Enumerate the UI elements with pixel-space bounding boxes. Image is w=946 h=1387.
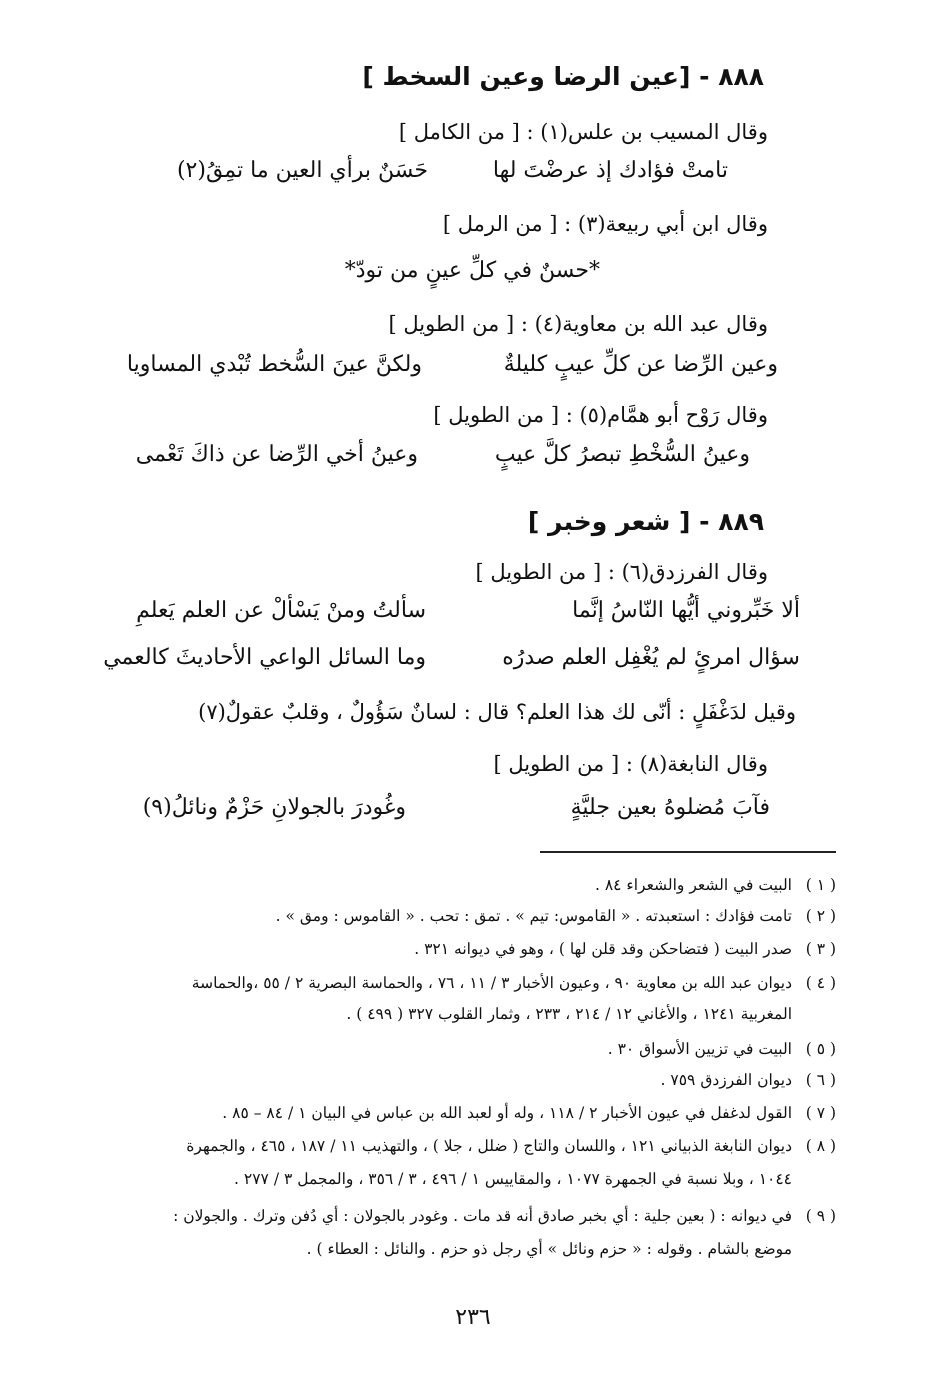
verse-second-hemistich: حَسَنٌ برأي العين ما تمِقُ(٢): [176, 158, 428, 183]
footnote-number: ( ٥ ): [805, 1040, 836, 1058]
poem-intro: وقال رَوْح أبو همَّام(٥) : [ من الطويل ]: [433, 403, 768, 427]
footnote: [56, 1137, 836, 1197]
footnote-text-continued: ١٠٤٤ ، وبلا نسبة في الجمهرة ١٠٧٧ ، والمقاييس ١ / ٤٩٦ ، ٣ / ٣٥٦ ، والمجمل ٣ / ٢٧٧ .: [234, 1170, 792, 1188]
verse-second-hemistich: ولكنَّ عينَ السُّخط تُبْدي المساويا: [126, 352, 422, 377]
footnote: [56, 974, 836, 1034]
verse-second-hemistich: سألتُ ومنْ يَسْألْ عن العلم يَعلمِ: [136, 598, 426, 623]
section-heading: ٨٨٨ - [عين الرضا وعين السخط ]: [362, 62, 764, 91]
footnote-number: ( ٢ ): [805, 907, 836, 925]
footnote-text-continued: المغربية ١٢٤١ ، والأغاني ١٢ / ٢١٤ ، ٢٣٣ ، وثمار القلوب ٣٢٧ ( ٤٩٩ ) .: [346, 1005, 792, 1023]
verse-first-hemistich: ألا خَبِّروني أيُّها النّاسُ إنَّما: [572, 598, 800, 623]
verse-second-hemistich: وعينُ أخي الرِّضا عن ذاكَ تَعْمى: [135, 442, 418, 467]
footnote-number: ( ٨ ): [805, 1137, 836, 1155]
verse-first-hemistich: تامتْ فؤادك إذ عرضْتَ لها: [492, 158, 728, 183]
footnote-separator: [540, 851, 836, 853]
footnote-text: ديوان الفرزدق ٧٥٩ .: [660, 1071, 792, 1089]
footnote-number: ( ٩ ): [805, 1207, 836, 1225]
footnote: [56, 940, 836, 962]
footnote-text: صدر البيت ( فتضاحكن وقد قلن لها ) ، وهو في ديوانه ٣٢١ .: [414, 940, 792, 958]
footnote-text-continued: موضع بالشام . وقوله : « حزم ونائل » أي رجل ذو حزم . والنائل : العطاء ) .: [306, 1240, 792, 1258]
footnote: [56, 1071, 836, 1093]
verse-first-hemistich: وعين الرِّضا عن كلِّ عيبٍ كليلةٌ: [503, 352, 778, 377]
page-number: ٢٣٦: [455, 1305, 491, 1330]
footnote-number: ( ٧ ): [805, 1104, 836, 1122]
footnote: [56, 876, 836, 898]
footnote-text: في ديوانه : ( بعين جلية : أي بخبر صادق أنه قد مات . وغودر بالجولان : أي دُفن وترك . والجولان :: [173, 1207, 792, 1225]
footnote-text: القول لدغفل في عيون الأخبار ٢ / ١١٨ ، وله أو لعبد الله بن عباس في البيان ١ / ٨٤ – ٨٥ .: [222, 1104, 792, 1122]
verse-first-hemistich: فآبَ مُضلوهُ بعين جليَّةٍ: [570, 795, 770, 820]
footnote-text: البيت في الشعر والشعراء ٨٤ .: [594, 876, 792, 894]
footnote-text: البيت في تزيين الأسواق ٣٠ .: [607, 1040, 792, 1058]
footnote-number: ( ٦ ): [805, 1071, 836, 1089]
footnote-number: ( ١ ): [805, 876, 836, 894]
prose-paragraph: وقيل لدَغْفَلٍ : أنّى لك هذا العلم؟ قال : لسانٌ سَؤُولٌ ، وقلبٌ عقولٌ(٧): [198, 700, 796, 724]
footnote-text: ديوان عبد الله بن معاوية ٩٠ ، وعيون الأخبار ٣ / ١١ ، ٧٦ ، والحماسة البصرية ٢ / ٥٥ ،والحماسة: [191, 974, 792, 992]
verse-first-hemistich: وعينُ السُّخْطِ تبصرُ كلَّ عيبٍ: [494, 442, 750, 467]
poem-intro: وقال النابغة(٨) : [ من الطويل ]: [493, 752, 768, 776]
poem-intro: وقال الفرزدق(٦) : [ من الطويل ]: [475, 560, 768, 584]
footnote-number: ( ٣ ): [805, 940, 836, 958]
footnote: [56, 1040, 836, 1062]
verse-single-hemistich: *حسنٌ في كلِّ عينٍ من تودّ*: [344, 258, 600, 283]
section-heading: ٨٨٩ - [ شعر وخبر ]: [527, 507, 764, 536]
footnote: [56, 907, 836, 929]
verse-first-hemistich: سؤال امرئٍ لم يُغْفِل العلم صدرُه: [502, 645, 800, 670]
verse-second-hemistich: وغُودرَ بالجولانِ حَزْمٌ ونائلُ(٩): [142, 795, 406, 820]
footnote: [56, 1104, 836, 1126]
poem-intro: وقال ابن أبي ربيعة(٣) : [ من الرمل ]: [442, 212, 768, 236]
poem-intro: وقال عبد الله بن معاوية(٤) : [ من الطويل ]: [388, 312, 768, 336]
footnote-text: ديوان النابغة الذبياني ١٢١ ، واللسان والتاج ( ضلل ، جلا ) ، والتهذيب ١١ / ١٨٧ ، ٤٦٥ ، والجمهرة: [186, 1137, 792, 1155]
footnote-text: تامت فؤادك : استعبدته . « القاموس: تيم » . تمق : تحب . « القاموس : ومق » .: [275, 907, 792, 925]
footnote: [56, 1207, 836, 1267]
verse-second-hemistich: وما السائل الواعي الأحاديثَ كالعمي: [103, 645, 426, 670]
poem-intro: وقال المسيب بن علس(١) : [ من الكامل ]: [398, 120, 768, 144]
footnote-number: ( ٤ ): [805, 974, 836, 992]
